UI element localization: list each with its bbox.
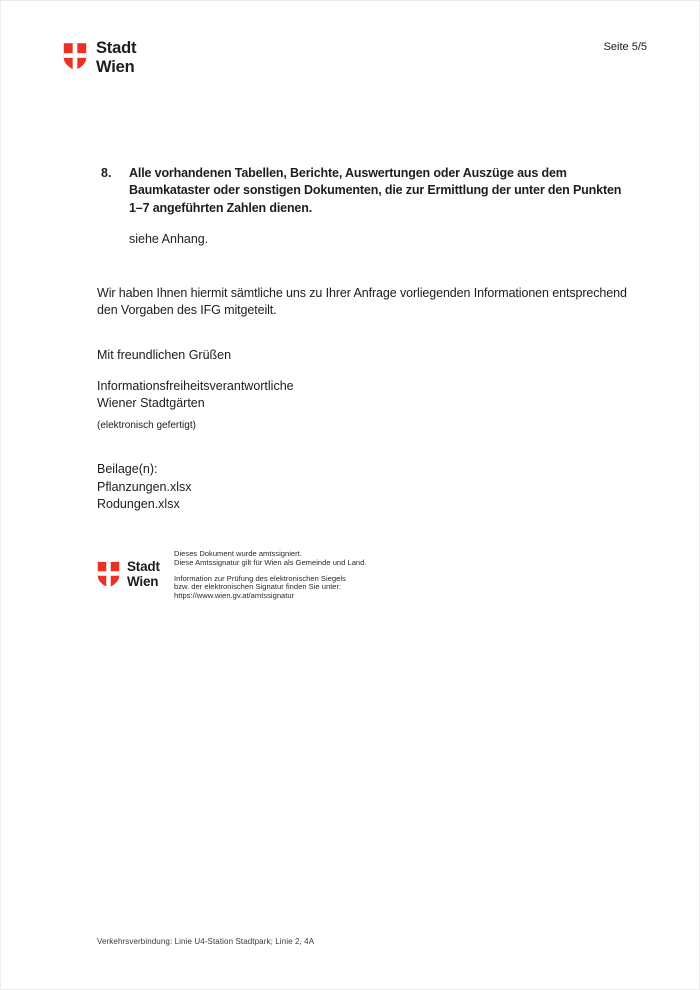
attachment-file: Rodungen.xlsx	[97, 497, 180, 512]
attachments-block	[97, 461, 192, 514]
amtssignatur-block	[97, 550, 366, 601]
signer-note: (elektronisch gefertigt)	[97, 419, 196, 431]
logo-wordmark-line1: Stadt	[96, 39, 137, 57]
logo-wordmark	[96, 39, 136, 76]
amtssignatur-logo	[97, 559, 174, 589]
amtssignatur-line: Information zur Prüfung des elektronischen Siegels	[174, 573, 346, 583]
amtssignatur-line: Diese Amtssignatur gilt für Wien als Gemeinde und Land.	[174, 557, 367, 567]
list-item-note: siehe Anhang.	[129, 232, 209, 246]
signer-block	[97, 378, 294, 434]
logo-wordmark-line2: Wien	[127, 574, 159, 589]
signer-role: Informationsfreiheitsverantwortliche	[97, 379, 294, 393]
wien-shield-icon	[97, 560, 120, 589]
amtssignatur-verification-info	[174, 575, 366, 601]
attachment-file: Pflanzungen.xlsx	[97, 479, 192, 494]
list-item-number: 8.	[101, 166, 112, 180]
body-paragraph: Wir haben Ihnen hiermit sämtliche uns zu Ihrer Anfrage vorliegenden Informationen entsprechend den Vorgaben des IFG mitgeteilt.	[97, 286, 627, 318]
amtssignatur-statement	[174, 550, 366, 568]
logo-wordmark-line1: Stadt	[127, 559, 160, 574]
amtssignatur-line: bzw. der elektronischen Signatur finden Sie unter:	[174, 582, 342, 592]
amtssignatur-logo-wordmark	[127, 559, 160, 589]
amtssignatur-text	[174, 550, 366, 601]
stadt-wien-logo	[63, 39, 136, 76]
page-number: Seite 5/5	[603, 41, 647, 53]
attachments-label: Beilage(n):	[97, 462, 158, 476]
signer-org: Wiener Stadtgärten	[97, 396, 205, 411]
amtssignatur-line: Dieses Dokument wurde amtssigniert.	[174, 549, 302, 558]
closing-greeting: Mit freundlichen Grüßen	[97, 348, 232, 362]
logo-wordmark-line2: Wien	[96, 57, 135, 76]
list-item-text: Alle vorhandenen Tabellen, Berichte, Auswertungen oder Auszüge aus dem Baumkataster oder sonstigen Dokumenten, die zur Ermittlung der unter den Punkten 1–7 angeführten Zahlen dienen.	[129, 166, 622, 215]
footer-transport-note: Verkehrsverbindung: Linie U4-Station Stadtpark; Linie 2, 4A	[97, 937, 315, 946]
amtssignatur-verification-url: https://www.wien.gv.at/amtssignatur	[174, 591, 295, 601]
list-item-8	[101, 165, 635, 217]
wien-shield-icon	[63, 41, 87, 72]
